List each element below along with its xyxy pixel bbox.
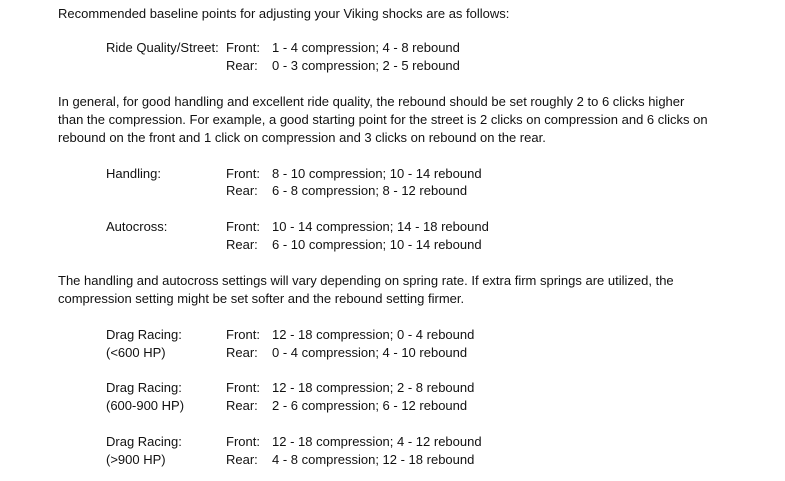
intro-text: Recommended baseline points for adjusting your Viking shocks are as follows: — [58, 6, 510, 21]
paragraph-line: rebound on the front and 1 click on compression and 3 clicks on rebound on the rear. — [58, 130, 546, 145]
drag-under-600-front-value: 12 - 18 compression; 0 - 4 rebound — [272, 327, 475, 342]
street-label: Ride Quality/Street: — [106, 40, 219, 55]
drag-under-600-rear-label: Rear: — [226, 345, 258, 360]
street-front-label: Front: — [226, 40, 260, 55]
paragraph-line: The handling and autocross settings will vary depending on spring rate. If extra firm springs are utilized, the — [58, 273, 674, 288]
drag-under-600-label: Drag Racing: — [106, 327, 182, 342]
autocross-rear-value: 6 - 10 compression; 10 - 14 rebound — [272, 237, 482, 252]
drag-over-900-front-value: 12 - 18 compression; 4 - 12 rebound — [272, 434, 482, 449]
drag-600-900-hp: (600-900 HP) — [106, 398, 185, 413]
drag-under-600-rear-value: 0 - 4 compression; 4 - 10 rebound — [272, 345, 468, 360]
drag-600-900-front-label: Front: — [226, 380, 260, 395]
handling-rear-value: 6 - 8 compression; 8 - 12 rebound — [272, 183, 468, 198]
drag-600-900-label: Drag Racing: — [106, 380, 182, 395]
autocross-front-label: Front: — [226, 219, 260, 234]
handling-rear-label: Rear: — [226, 183, 258, 198]
paragraph-line: In general, for good handling and excellent ride quality, the rebound should be set roughly 2 to 6 clicks higher — [58, 94, 685, 109]
drag-600-900-rear-value: 2 - 6 compression; 6 - 12 rebound — [272, 398, 468, 413]
handling-front-label: Front: — [226, 166, 260, 181]
autocross-label: Autocross: — [106, 219, 168, 234]
drag-over-900-rear-value: 4 - 8 compression; 12 - 18 rebound — [272, 452, 475, 467]
drag-under-600-front-label: Front: — [226, 327, 260, 342]
street-rear-label: Rear: — [226, 58, 258, 73]
drag-600-900-front-value: 12 - 18 compression; 2 - 8 rebound — [272, 380, 475, 395]
street-front-value: 1 - 4 compression; 4 - 8 rebound — [272, 40, 460, 55]
drag-600-900-rear-label: Rear: — [226, 398, 258, 413]
paragraph-line: compression setting might be set softer and the rebound setting firmer. — [58, 291, 465, 306]
drag-over-900-front-label: Front: — [226, 434, 260, 449]
drag-under-600-hp: (<600 HP) — [106, 345, 166, 360]
autocross-rear-label: Rear: — [226, 237, 258, 252]
paragraph-general — [58, 93, 748, 147]
handling-front-value: 8 - 10 compression; 10 - 14 rebound — [272, 166, 482, 181]
street-rear-value: 0 - 3 compression; 2 - 5 rebound — [272, 58, 460, 73]
autocross-front-value: 10 - 14 compression; 14 - 18 rebound — [272, 219, 489, 234]
handling-label: Handling: — [106, 166, 161, 181]
paragraph-spring-rate — [58, 272, 748, 308]
drag-over-900-label: Drag Racing: — [106, 434, 182, 449]
drag-over-900-rear-label: Rear: — [226, 452, 258, 467]
drag-over-900-hp: (>900 HP) — [106, 452, 166, 467]
paragraph-line: than the compression. For example, a good starting point for the street is 2 clicks on compression and 6 clicks on — [58, 112, 708, 127]
